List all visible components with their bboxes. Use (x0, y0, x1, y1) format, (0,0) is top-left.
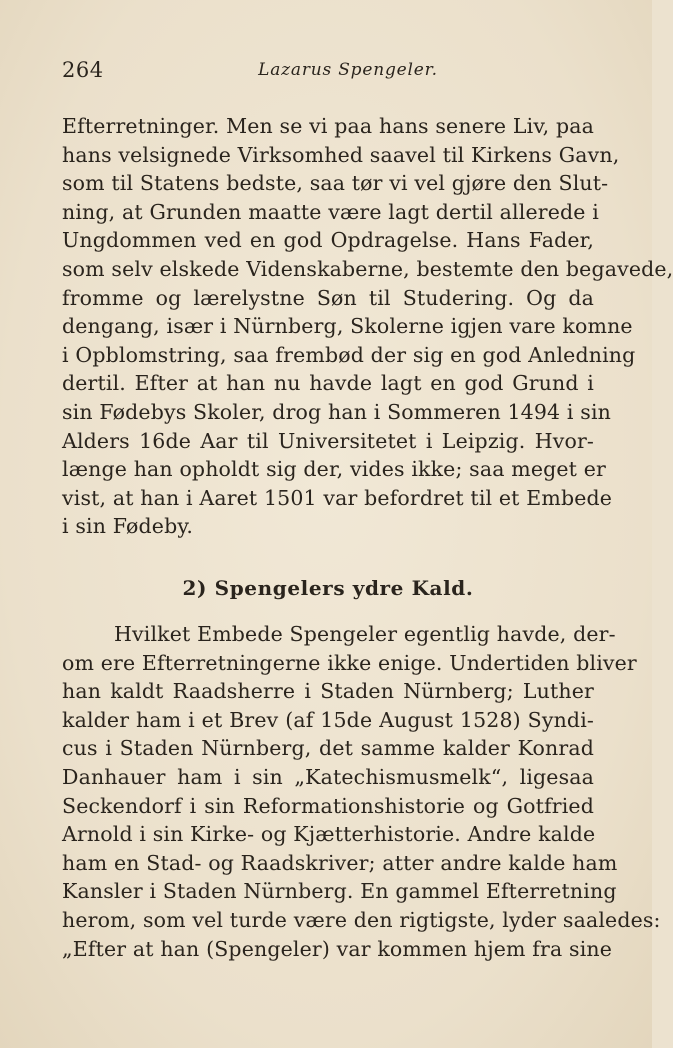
text-line: sin Fødebys Skoler, drog han i Sommeren 1494 i sin (62, 399, 612, 424)
text-line: Danhauer ham i sin „Katechismusmelk“, ligesaa (62, 764, 594, 789)
text-line: Hvilket Embede Spengeler egentlig havde, der- (114, 622, 616, 646)
text-line: kalder ham i et Brev (af 15de August 1528) Syndi- (62, 707, 594, 732)
text-line: hans velsignede Virksomhed saavel til Kirkens Gavn, (62, 142, 620, 167)
text-line: han kaldt Raadsherre i Staden Nürnberg; Luther (62, 679, 594, 704)
text-line: som selv elskede Videnskaberne, bestemte den begavede, (62, 256, 673, 281)
page-number: 264 (62, 58, 104, 82)
text-line: længe han opholdt sig der, vides ikke; saa meget er (62, 457, 606, 482)
paragraph-2 (62, 620, 661, 963)
text-line: dertil. Efter at han nu havde lagt en god Grund i (62, 371, 594, 396)
text-line: cus i Staden Nürnberg, det samme kalder Konrad (62, 736, 594, 761)
page-header (62, 58, 594, 88)
text-line: herom, som vel turde være den rigtigste, lyder saaledes: (62, 907, 661, 932)
text-line: i Opblomstring, saa frembød der sig en god Anledning (62, 342, 636, 367)
text-line: Ungdommen ved en god Opdragelse. Hans Fader, (62, 228, 594, 253)
paragraph-1 (62, 112, 673, 541)
text-line: som til Statens bedste, saa tør vi vel gjøre den Slut- (62, 171, 609, 196)
running-title: Lazarus Spengeler. (258, 60, 438, 80)
text-line: ham en Stad- og Raadskriver; atter andre kalde ham (62, 850, 618, 875)
text-line: Efterretninger. Men se vi paa hans senere Liv, paa (62, 114, 594, 138)
text-line: fromme og lærelystne Søn til Studering. Og da (62, 285, 594, 310)
section-heading: 2) Spengelers ydre Kald. (182, 576, 474, 600)
text-line: ning, at Grunden maatte være lagt dertil allerede i (62, 199, 599, 224)
text-line: dengang, især i Nürnberg, Skolerne igjen vare komne (62, 314, 633, 339)
text-line: vist, at han i Aaret 1501 var befordret til et Embede (62, 485, 613, 510)
text-line: om ere Efterretningerne ikke enige. Undertiden bliver (62, 650, 637, 675)
text-line: „Efter at han (Spengeler) var kommen hjem fra sine (62, 936, 613, 961)
text-line: Seckendorf i sin Reformationshistorie og Gotfried (62, 793, 594, 818)
text-line: Arnold i sin Kirke- og Kjætterhistorie. Andre kalde (62, 822, 596, 847)
text-line: i sin Fødeby. (62, 514, 194, 539)
text-line: Kansler i Staden Nürnberg. En gammel Efterretning (62, 879, 617, 904)
text-line: Alders 16de Aar til Universitetet i Leipzig. Hvor- (62, 428, 594, 453)
